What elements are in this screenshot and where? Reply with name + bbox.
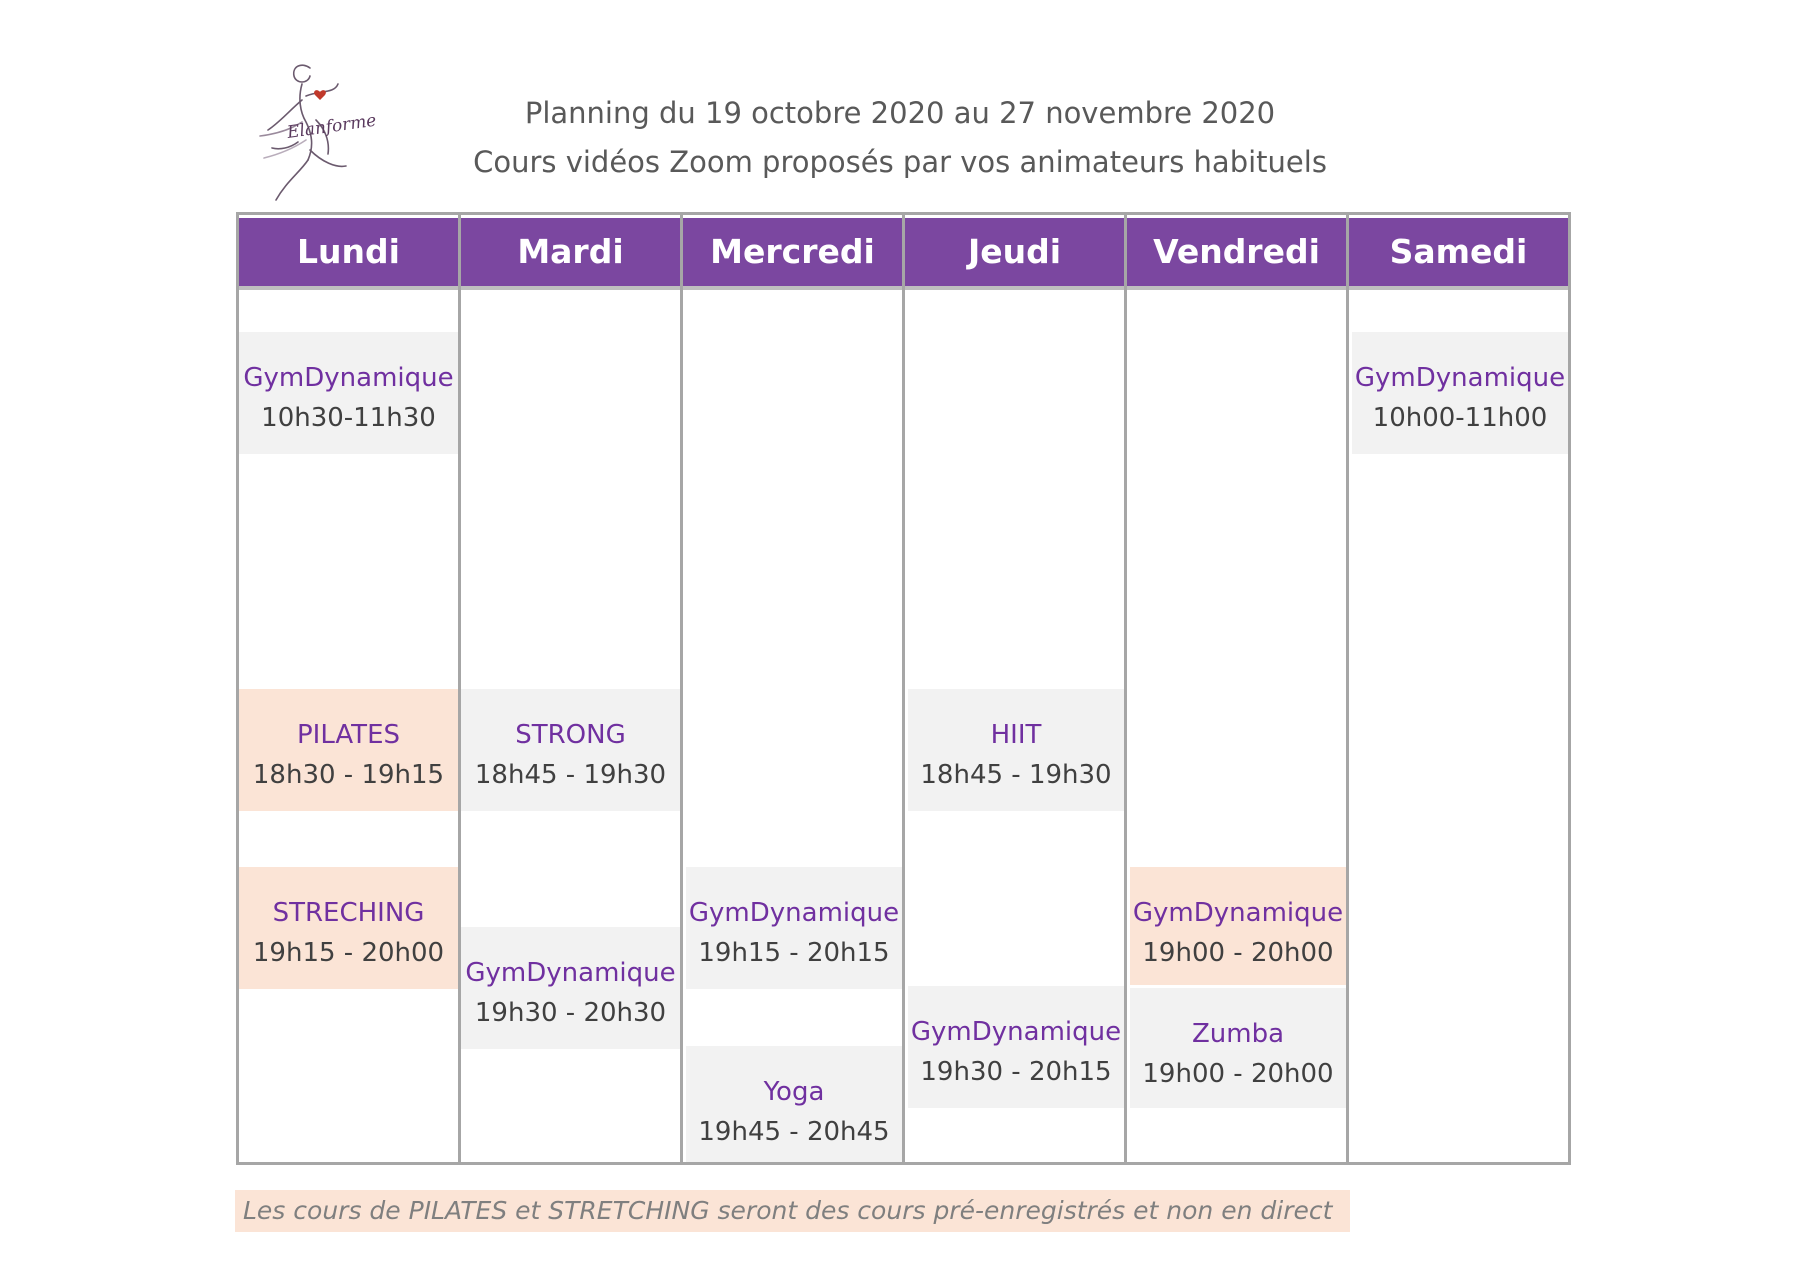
class-name: STRONG <box>515 720 626 750</box>
page-title: Planning du 19 octobre 2020 au 27 novembre 2020 <box>524 96 1276 130</box>
class-cell <box>1352 332 1568 454</box>
class-name: GymDynamique <box>1132 898 1344 928</box>
class-name: HIIT <box>990 720 1042 750</box>
class-time: 19h00 - 20h00 <box>1142 938 1334 968</box>
day-header-lundi: Lundi <box>239 218 458 286</box>
class-name: GymDynamique <box>465 958 676 988</box>
class-time: 10h00-11h00 <box>1372 403 1548 433</box>
class-name: STRECHING <box>272 898 425 928</box>
column-divider <box>680 215 683 1162</box>
class-cell <box>686 867 902 989</box>
column-divider <box>902 215 905 1162</box>
day-header-mercredi: Mercredi <box>683 218 902 286</box>
class-time: 10h30-11h30 <box>261 403 436 433</box>
class-cell <box>239 867 458 989</box>
class-cell <box>908 689 1124 811</box>
class-time: 18h45 - 19h30 <box>920 760 1112 790</box>
class-name: GymDynamique <box>1354 363 1566 393</box>
day-header-mardi: Mardi <box>461 218 680 286</box>
dancer-logo-icon <box>250 50 380 205</box>
class-cell <box>1130 867 1346 985</box>
class-name: Yoga <box>763 1077 825 1107</box>
class-cell <box>461 689 680 811</box>
class-name: GymDynamique <box>910 1017 1122 1047</box>
column-divider <box>458 215 461 1162</box>
column-divider <box>1124 215 1127 1162</box>
day-header-jeudi: Jeudi <box>905 218 1124 286</box>
class-time: 19h30 - 20h15 <box>920 1057 1112 1087</box>
class-time: 19h15 - 20h00 <box>252 938 445 968</box>
class-cell <box>686 1046 902 1162</box>
class-name: PILATES <box>296 720 400 750</box>
class-cell <box>461 927 680 1049</box>
class-time: 19h30 - 20h30 <box>474 998 667 1028</box>
class-cell <box>239 332 458 454</box>
day-header-vendredi: Vendredi <box>1127 218 1346 286</box>
logo-text: Elanforme <box>285 110 378 143</box>
class-cell <box>908 986 1124 1108</box>
class-time: 18h45 - 19h30 <box>474 760 667 790</box>
class-time: 19h15 - 20h15 <box>698 938 890 968</box>
class-time: 19h00 - 20h00 <box>1142 1059 1334 1089</box>
schedule-table <box>236 212 1571 1165</box>
elanforme-logo <box>250 50 380 205</box>
class-cell <box>1130 988 1346 1108</box>
day-header-samedi: Samedi <box>1349 218 1568 286</box>
class-name: Zumba <box>1191 1019 1285 1049</box>
class-name: GymDynamique <box>243 363 454 393</box>
class-cell <box>239 689 458 811</box>
footer-note: Les cours de PILATES et STRETCHING seront des cours pré-enregistrés et non en direct <box>235 1190 1350 1232</box>
page-subtitle: Cours vidéos Zoom proposés par vos animateurs habituels <box>473 145 1327 179</box>
class-time: 18h30 - 19h15 <box>252 760 445 790</box>
class-name: GymDynamique <box>688 898 900 928</box>
column-divider <box>1346 215 1349 1162</box>
class-time: 19h45 - 20h45 <box>698 1117 890 1147</box>
